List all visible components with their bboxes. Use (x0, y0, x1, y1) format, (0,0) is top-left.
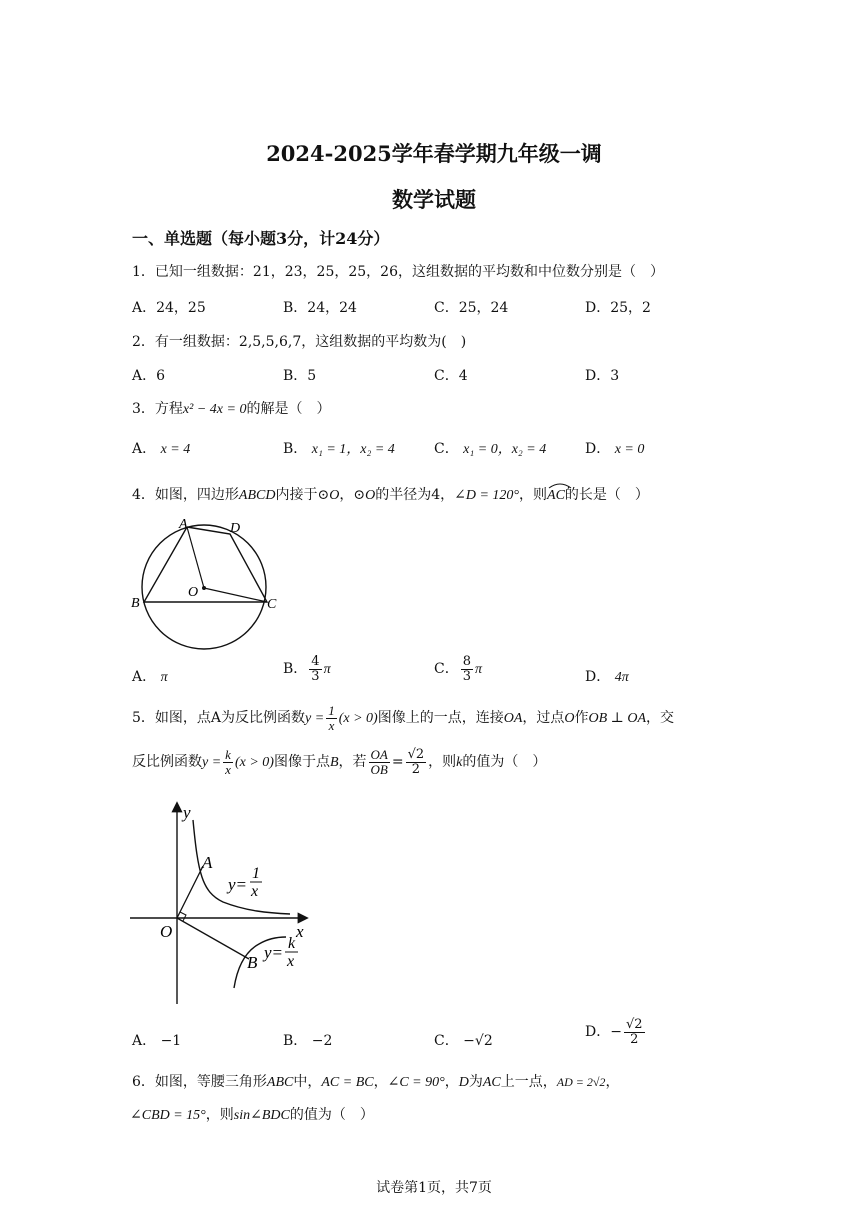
q4-text-e: ，则 (519, 487, 548, 503)
q5-curve-2-num: k (288, 935, 296, 952)
q3-option-d-label: D． (585, 441, 611, 457)
q5-option-c[interactable] (434, 1030, 493, 1050)
question-6-line-1 (132, 1071, 619, 1091)
q5-text-g: 图像于点 (273, 754, 330, 771)
q3-option-a-value: x = 4 (160, 442, 191, 457)
q5-option-b[interactable] (283, 1030, 332, 1050)
q3-equation: x² − 4x = 0 (182, 402, 247, 417)
q5-text-a: 5．如图，点A为反比例函数 (132, 710, 306, 727)
q5-curve-1-num: 1 (252, 865, 260, 882)
q3-option-d-value: x = 0 (614, 442, 645, 457)
q4-circle-o: O (329, 488, 340, 503)
q5-text-c: ，过点 (522, 710, 565, 727)
q4-label-d: D (230, 521, 241, 536)
question-6-line-2 (132, 1104, 374, 1124)
q1-option-a[interactable]: A．24，25 (132, 300, 206, 316)
q2-option-a[interactable]: A．6 (132, 368, 166, 384)
fraction-numerator: 8 (462, 654, 471, 669)
q4-label-a: A (179, 517, 188, 532)
q4-option-b-value: π (323, 662, 331, 678)
q1-option-d[interactable]: D．25，2 (585, 300, 651, 316)
fraction-numerator: OA (370, 747, 388, 762)
q5-cond-2: (x > 0) (234, 755, 274, 771)
q6-text-d: 为 (468, 1074, 483, 1090)
exam-subtitle: 数学试题 (392, 187, 476, 212)
q4-circle-o2: O (365, 488, 376, 503)
q4-angle: ∠D = 120° (454, 488, 520, 503)
q5-frac-1 (326, 704, 337, 732)
q4-quadrilateral (144, 527, 267, 602)
q5-y1: y = (305, 711, 325, 727)
q5-text-i: ，则 (428, 754, 457, 771)
q5-label-x: x (296, 922, 304, 941)
fraction-numerator: √2 (625, 1017, 643, 1032)
q4-text-b: 内接于⊙ (275, 487, 330, 503)
q6-eq2: ∠C = 90° (387, 1075, 445, 1090)
question-5-line-2 (132, 748, 546, 776)
q5-k: k (456, 755, 463, 771)
q4-text-a: 4．如图，四边形 (132, 487, 239, 503)
q4-option-a[interactable] (132, 666, 168, 686)
q6-text-a: 6．如图，等腰三角形 (132, 1074, 267, 1090)
q5-curve-2-den: x (287, 953, 295, 970)
q5-curve-1-den: x (251, 883, 259, 900)
q3-option-b-label: B． (283, 441, 308, 457)
q4-option-a-label: A． (132, 669, 157, 685)
q6-angle: ∠CBD = 15° (130, 1108, 206, 1123)
q4-text-d: 的半径为4， (375, 487, 455, 503)
q4-option-c[interactable] (434, 655, 482, 683)
question-5-line-1 (132, 704, 674, 732)
q5-option-b-label: B． (283, 1033, 308, 1049)
q2-option-d[interactable]: D．3 (585, 368, 620, 384)
q4-arc-label: AC (547, 488, 565, 503)
question-1: 1．已知一组数据：21，23，25，25，26，这组数据的平均数和中位数分别是（ ） (132, 264, 664, 280)
q3-option-a-label: A． (132, 441, 157, 457)
q6-text-c: ， (444, 1074, 459, 1090)
question-2: 2．有一组数据：2,5,5,6,7，这组数据的平均数为( ) (132, 334, 467, 350)
question-4 (132, 484, 649, 504)
q4-option-b[interactable] (283, 655, 331, 683)
q5-text-e: ，交 (646, 710, 674, 727)
fraction-denominator: 2 (630, 1031, 639, 1047)
q3-option-c-value: x₁ = 0，x₂ = 4 (463, 442, 547, 457)
q6-eq1: AC = BC (321, 1075, 374, 1090)
q4-option-d-value: 4π (614, 670, 629, 685)
q5-label-a: A (202, 853, 213, 872)
q5-y2: y = (202, 755, 222, 771)
q5-curve-1-label: y= (228, 875, 248, 894)
q3-suffix: 的解是（ ） (246, 401, 331, 417)
q2-option-b[interactable]: B．5 (283, 368, 317, 384)
q4-center-dot (202, 586, 206, 590)
q3-option-a[interactable] (132, 438, 190, 458)
q4-text-f: 的长是（ ） (564, 487, 649, 503)
q3-prefix: 3．方程 (132, 401, 183, 417)
q5-b: B (329, 755, 339, 771)
q5-option-d-label: D． (585, 1024, 611, 1041)
q5-label-o: O (160, 922, 173, 941)
q5-option-a-value: −1 (160, 1033, 182, 1049)
fraction-numerator: k (225, 747, 231, 762)
q5-frac-2 (223, 748, 233, 776)
q4-option-c-label: C． (434, 661, 459, 678)
q4-option-c-value: π (475, 662, 483, 678)
q5-option-d-fraction (624, 1018, 645, 1046)
q1-option-b[interactable]: B．24，24 (283, 300, 357, 316)
q5-graph-figure (128, 798, 318, 1010)
q6-text-h: 的值为（ ） (289, 1107, 374, 1123)
q5-text-f: 反比例函数 (132, 754, 202, 771)
q5-cond-1: (x > 0) (338, 711, 378, 727)
fraction-denominator: 3 (462, 668, 471, 684)
q4-option-d-label: D． (585, 669, 611, 685)
q3-option-d[interactable] (585, 438, 644, 458)
fraction-numerator: 4 (311, 654, 320, 669)
q3-option-c[interactable] (434, 438, 546, 458)
q5-option-d-sign: − (610, 1024, 622, 1041)
q5-eq: = (391, 754, 404, 771)
q5-curve-2-label: y= (264, 943, 284, 962)
q6-abc: ABC (266, 1075, 294, 1090)
q6-eq3: AD = 2√2 (556, 1075, 606, 1089)
q4-option-d[interactable] (585, 666, 629, 686)
exam-title: 2024-2025学年春学期九年级一调 (266, 141, 602, 166)
q4-quad: ABCD (238, 488, 276, 503)
fraction-denominator: 3 (311, 668, 320, 684)
q6-text-e: 上一点， (500, 1074, 557, 1090)
fraction-denominator: x (328, 717, 335, 733)
fraction-denominator: 2 (411, 761, 421, 777)
q5-label-b: B (247, 953, 258, 972)
fraction-denominator: x (225, 761, 231, 777)
q5-o: O (564, 711, 575, 727)
q5-oa: OA (503, 711, 523, 727)
q5-text-b: 图像上的一点，连接 (377, 710, 504, 727)
q6-ac: AC (482, 1075, 501, 1090)
arc-mark-icon (547, 482, 573, 489)
q6-sin: sin∠BDC (233, 1108, 290, 1123)
q5-text-j: 的值为（ ） (462, 754, 547, 771)
q5-option-d[interactable] (585, 1018, 647, 1046)
q2-option-c[interactable]: C．4 (434, 368, 468, 384)
q3-option-c-label: C． (434, 441, 459, 457)
q4-option-a-value: π (160, 670, 168, 685)
fraction-denominator: OB (370, 761, 388, 777)
q5-rhs (406, 748, 427, 776)
page-footer: 试卷第1页，共7页 (376, 1180, 492, 1196)
q3-option-b-value: x₁ = 1，x₂ = 4 (311, 442, 395, 457)
q4-text-c: ，⊙ (339, 487, 366, 503)
question-3 (132, 398, 330, 418)
q4-option-b-fraction (309, 655, 321, 683)
q6-sep: ， (373, 1074, 388, 1090)
q5-option-c-value: −√2 (463, 1033, 493, 1049)
q4-label-o: O (188, 585, 199, 600)
q5-segment-ob (177, 918, 249, 959)
q4-circle-figure (128, 515, 283, 650)
q5-label-y: y (183, 803, 191, 822)
q4-arc (547, 485, 565, 504)
section-heading: 一、单选题（每小题3分，计24分） (132, 229, 390, 248)
q4-label-c: C (267, 597, 277, 612)
q5-option-c-label: C． (434, 1033, 459, 1049)
q6-text-f: ， (605, 1074, 620, 1090)
q6-text-g: ，则 (205, 1107, 234, 1123)
q5-text-d: 作 (574, 710, 589, 727)
q4-option-b-label: B． (283, 661, 308, 678)
q5-segment-oa (177, 866, 203, 918)
q6-d: D (458, 1075, 469, 1090)
q4-label-b: B (131, 596, 140, 611)
q5-option-b-value: −2 (311, 1033, 333, 1049)
q6-text-b: 中， (293, 1074, 322, 1090)
q3-option-b[interactable] (283, 438, 395, 458)
q4-option-c-fraction (461, 655, 473, 683)
q5-option-a[interactable] (132, 1030, 181, 1050)
q5-text-h: ，若 (338, 754, 367, 771)
fraction-numerator: 1 (328, 703, 335, 718)
q4-radius-oa (187, 527, 204, 588)
fraction-numerator: √2 (407, 747, 425, 762)
q5-perp: OB ⊥ OA (588, 711, 646, 727)
q4-radius-oc (204, 588, 267, 602)
q5-option-a-label: A． (132, 1033, 157, 1049)
q1-option-c[interactable]: C．25，24 (434, 300, 509, 316)
q5-ratio (369, 748, 390, 776)
